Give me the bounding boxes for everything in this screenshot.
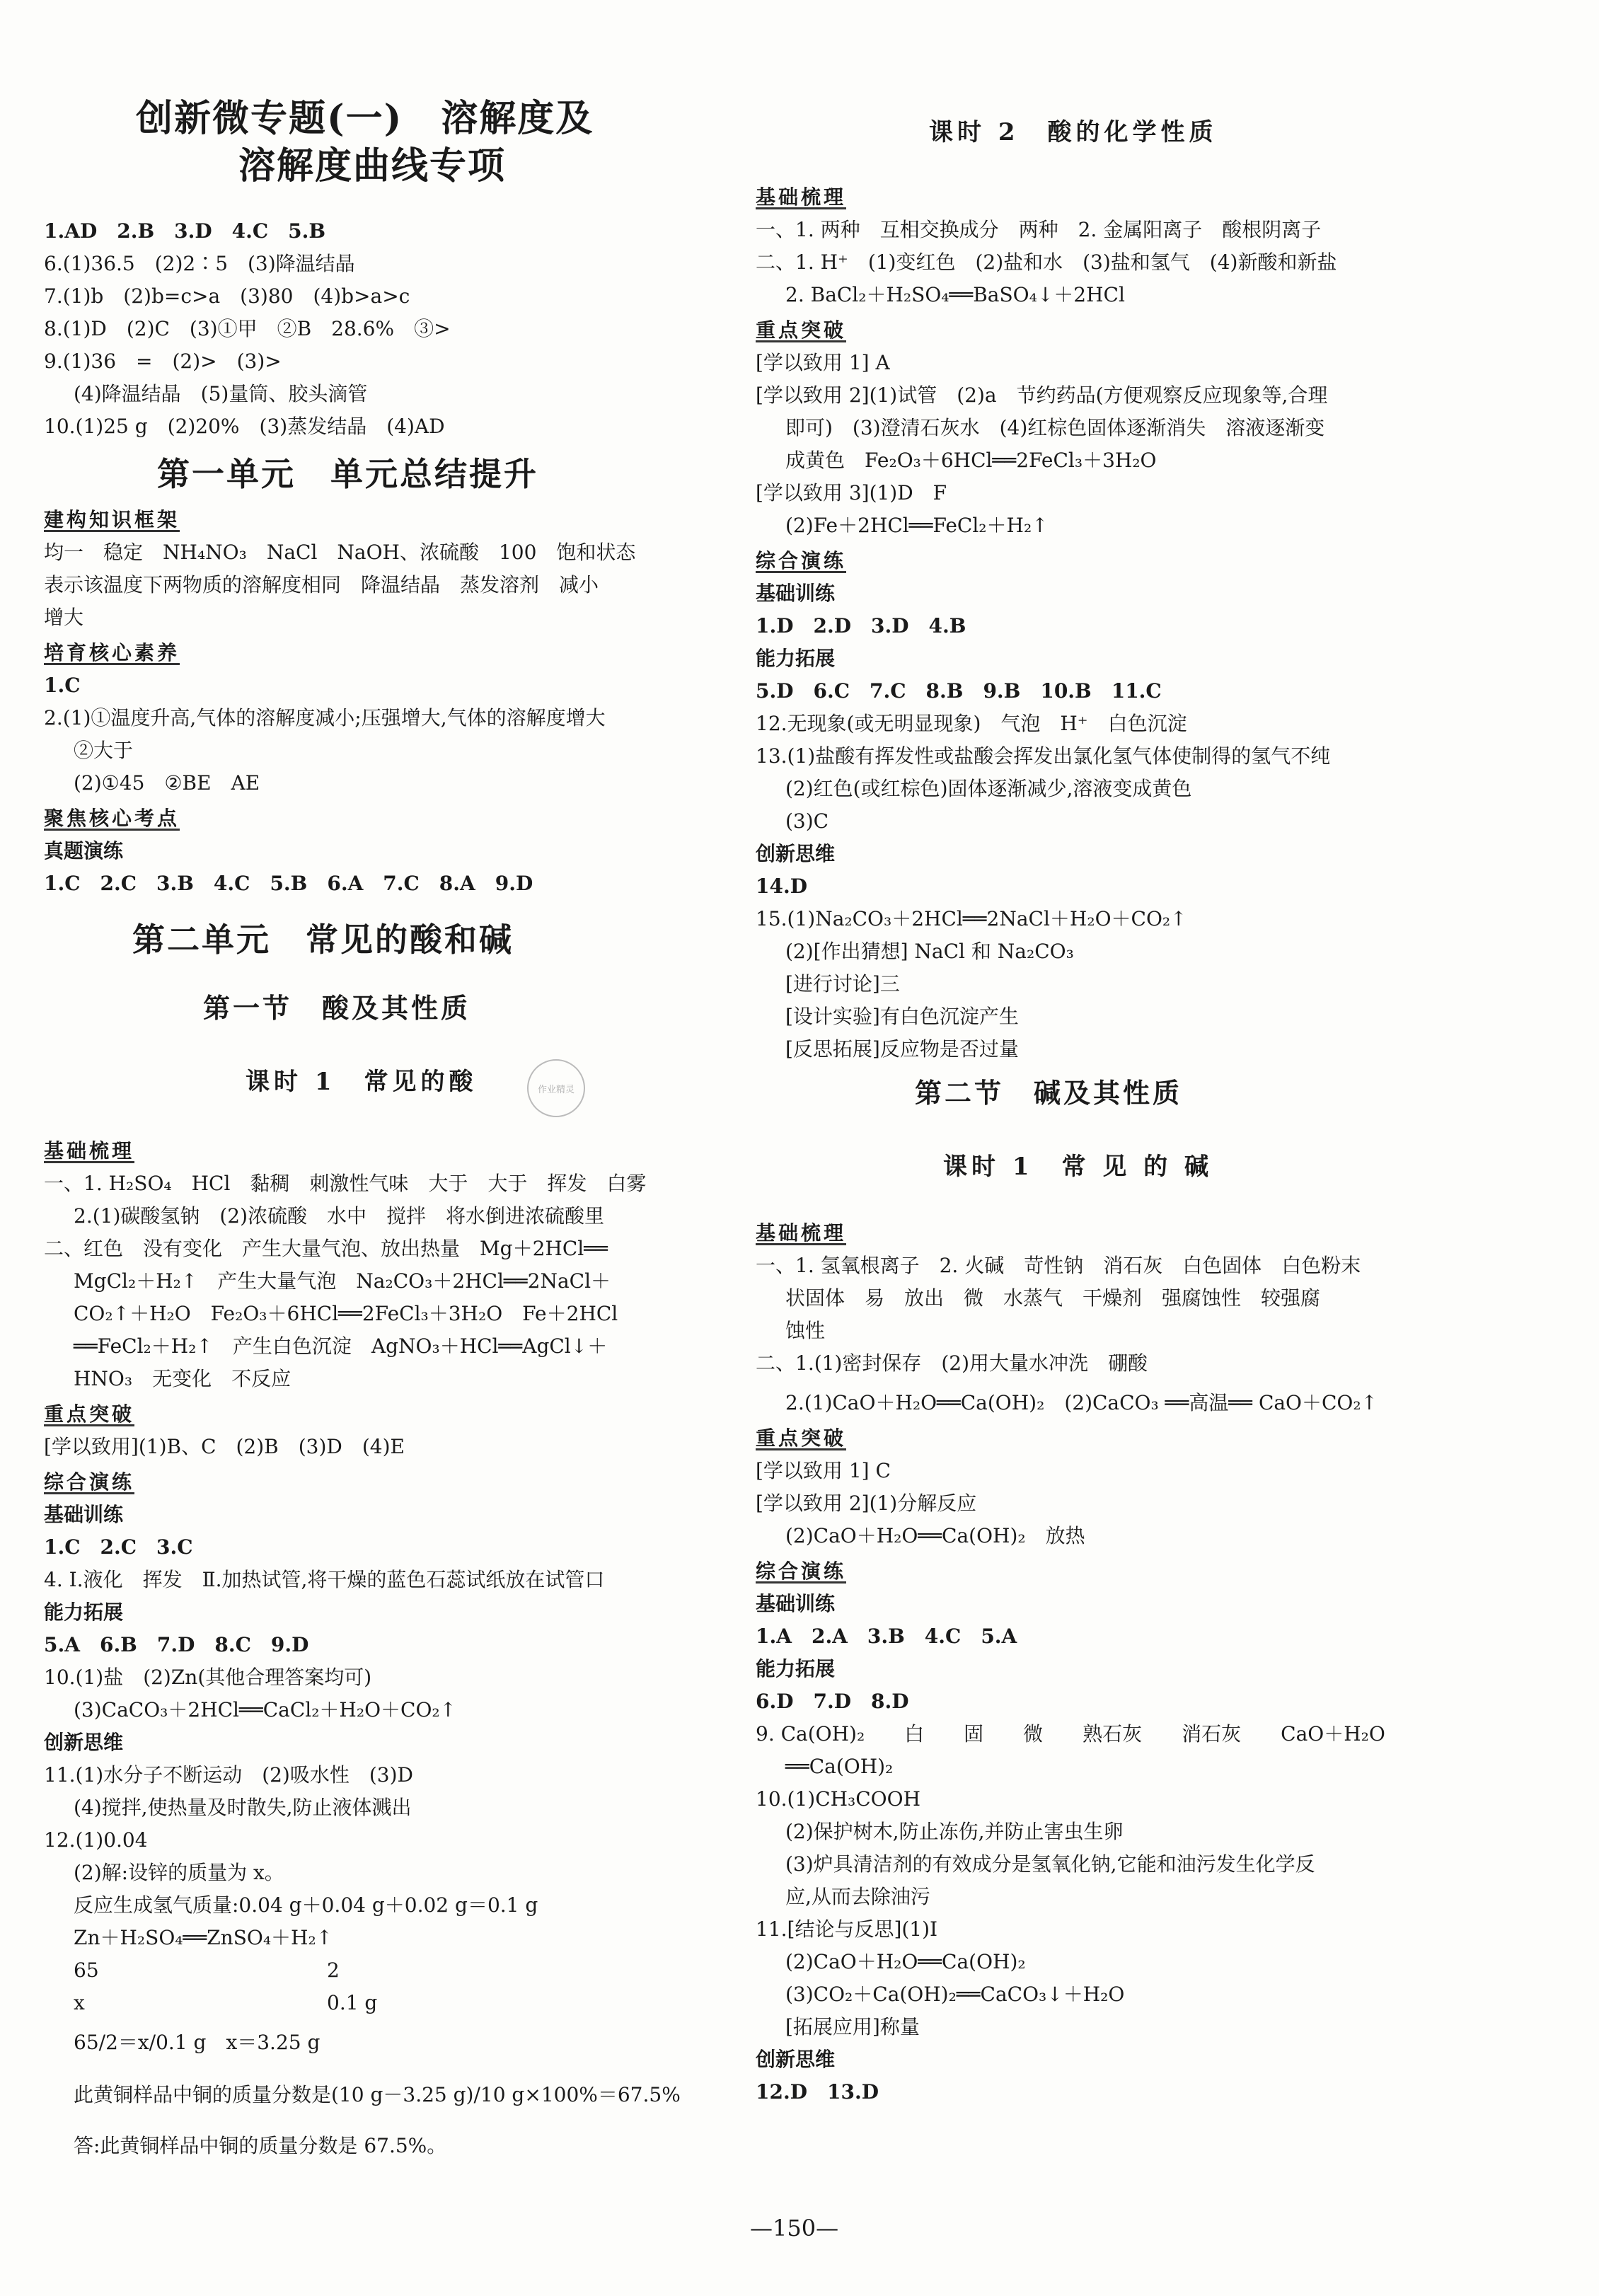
- answer-line: 10.(1)25 g (2)20% (3)蒸发结晶 (4)AD: [44, 415, 445, 438]
- answer-line: 成黄色 Fe₂O₃＋6HCl══2FeCl₃＋3H₂O: [785, 449, 1157, 472]
- answer-line: 表示该温度下两物质的溶解度相同 降温结晶 蒸发溶剂 减小: [44, 573, 599, 596]
- answer-line: (2)CaO＋H₂O══Ca(OH)₂ 放热: [785, 1524, 1085, 1547]
- answer-line: 2.(1)CaO＋H₂O══Ca(OH)₂ (2)CaCO₃ ══高温══ CaO＋CO₂↑: [785, 1391, 1378, 1414]
- answer-line: 2.(1)①温度升高,气体的溶解度减小;压强增大,气体的溶解度增大: [44, 706, 606, 729]
- answer-line: 12.D 13.D: [756, 2080, 879, 2104]
- answer-line: 8.(1)D (2)C (3)①甲 ②B 28.6% ③>: [44, 317, 451, 340]
- answer-line: ②大于: [74, 739, 134, 762]
- section-label: 基础梳理: [756, 1221, 847, 1245]
- answer-line: ══FeCl₂＋H₂↑ 产生白色沉淀 AgNO₃＋HCl══AgCl↓＋: [74, 1334, 608, 1358]
- answer-line: 7.(1)b (2)b=c>a (3)80 (4)b>a>c: [44, 284, 410, 308]
- answer-line: 一、1. 两种 互相交换成分 两种 2. 金属阳离子 酸根阴离子: [756, 218, 1322, 241]
- section-label: 综合演练: [756, 549, 847, 572]
- heading-section-2: 第二节 碱及其性质: [915, 1077, 1183, 1109]
- answer-line: 1.C: [44, 674, 81, 697]
- heading-lesson-1: 课时 1 常见的酸: [246, 1068, 478, 1096]
- answer-line: 10.(1)盐 (2)Zn(其他合理答案均可): [44, 1666, 372, 1689]
- calc-value: 65: [74, 1958, 99, 1982]
- answer-line: 二、1. H⁺ (1)变红色 (2)盐和水 (3)盐和氢气 (4)新酸和新盐: [756, 250, 1337, 274]
- answer-line: (2)解:设锌的质量为 x。: [74, 1861, 284, 1884]
- answer-line: (4)降温结晶 (5)量筒、胶头滴管: [74, 382, 368, 405]
- answer-line: [学以致用 1] A: [756, 351, 890, 374]
- answer-line: 14.D: [756, 875, 807, 898]
- answer-line: 12.(1)0.04: [44, 1828, 148, 1852]
- answer-line: [拓展应用]称量: [785, 2015, 920, 2038]
- answer-line: 蚀性: [785, 1319, 826, 1342]
- answer-line: 15.(1)Na₂CO₃＋2HCl══2NaCl＋H₂O＋CO₂↑: [756, 907, 1187, 930]
- answer-line: (3)CO₂＋Ca(OH)₂══CaCO₃↓＋H₂O: [785, 1983, 1125, 2006]
- answer-line: [学以致用](1)B、C (2)B (3)D (4)E: [44, 1435, 405, 1458]
- section-label: 综合演练: [756, 1559, 847, 1583]
- answer-line: (2)[作出猜想] NaCl 和 Na₂CO₃: [785, 940, 1074, 963]
- heading-unit-2: 第二单元 常见的酸和碱: [132, 921, 514, 959]
- proportion-equation: 65/2＝x/0.1 g x＝3.25 g: [74, 2031, 321, 2054]
- answer-line: (3)CaCO₃＋2HCl══CaCl₂＋H₂O＋CO₂↑: [74, 1698, 457, 1721]
- answer-line: 11.[结论与反思](1)Ⅰ: [756, 1917, 938, 1941]
- subsection-label: 能力拓展: [44, 1600, 124, 1624]
- answer-line: 1.C 2.C 3.C: [44, 1535, 193, 1559]
- section-label: 建构知识框架: [44, 508, 180, 531]
- answer-line: (2)Fe＋2HCl══FeCl₂＋H₂↑: [785, 514, 1049, 537]
- answer-line: MgCl₂＋H₂↑ 产生大量气泡 Na₂CO₃＋2HCl══2NaCl＋: [74, 1269, 611, 1293]
- heading-lesson-2: 课时 2 酸的化学性质: [929, 118, 1218, 146]
- answer-line: [学以致用 3](1)D F: [756, 481, 947, 504]
- answer-line: [学以致用 2](1)分解反应: [756, 1492, 977, 1515]
- answer-line: 答:此黄铜样品中铜的质量分数是 67.5%。: [74, 2134, 447, 2157]
- section-label: 培育核心素养: [44, 641, 180, 664]
- answer-line: 应,从而去除油污: [785, 1885, 930, 1908]
- answer-line: 二、红色 没有变化 产生大量气泡、放出热量 Mg＋2HCl══: [44, 1237, 608, 1260]
- subsection-label: 能力拓展: [756, 647, 836, 670]
- heading-lesson-1-base: 课时 1 常 见 的 碱: [943, 1153, 1213, 1181]
- heading-unit-summary: 第一单元 单元总结提升: [157, 455, 538, 493]
- answer-line: 10.(1)CH₃COOH: [756, 1787, 921, 1811]
- subsection-label: 创新思维: [756, 2048, 836, 2071]
- answer-line: 一、1. H₂SO₄ HCl 黏稠 刺激性气味 大于 大于 挥发 白雾: [44, 1172, 647, 1195]
- answer-line: (2)①45 ②BE AE: [74, 771, 260, 795]
- section-label: 重点突破: [756, 1426, 847, 1450]
- subsection-label: 能力拓展: [756, 1657, 836, 1680]
- answer-line: 5.D 6.C 7.C 8.B 9.B 10.B 11.C: [756, 679, 1162, 703]
- watermark-stamp: 作业精灵: [527, 1059, 585, 1117]
- answer-line: ══Ca(OH)₂: [785, 1755, 894, 1778]
- subsection-label: 基础训练: [756, 1592, 836, 1615]
- answer-line: 此黄铜样品中铜的质量分数是(10 g－3.25 g)/10 g×100%＝67.5%: [74, 2083, 681, 2106]
- answer-line: 4. Ⅰ.液化 挥发 Ⅱ.加热试管,将干燥的蓝色石蕊试纸放在试管口: [44, 1568, 605, 1591]
- answer-line: [学以致用 2](1)试管 (2)a 节约药品(方便观察反应现象等,合理: [756, 383, 1328, 407]
- answer-line: [反思拓展]反应物是否过量: [785, 1037, 1019, 1061]
- answer-line: [学以致用 1] C: [756, 1459, 891, 1482]
- section-label: 基础梳理: [44, 1139, 135, 1163]
- answer-line: 1.C 2.C 3.B 4.C 5.B 6.A 7.C 8.A 9.D: [44, 872, 533, 895]
- answer-line: CO₂↑＋H₂O Fe₂O₃＋6HCl══2FeCl₃＋3H₂O Fe＋2HCl: [74, 1302, 618, 1325]
- answer-line: 即可) (3)澄清石灰水 (4)红棕色固体逐渐消失 溶液逐渐变: [785, 416, 1325, 439]
- page-number: —150—: [750, 2215, 839, 2242]
- answer-line: 6.(1)36.5 (2)2∶5 (3)降温结晶: [44, 252, 355, 275]
- answer-line: 二、1.(1)密封保存 (2)用大量水冲洗 硼酸: [756, 1351, 1148, 1375]
- answer-line: 均一 稳定 NH₄NO₃ NaCl NaOH、浓硫酸 100 饱和状态: [44, 541, 636, 564]
- section-label: 重点突破: [756, 318, 847, 342]
- answer-line: 2. BaCl₂＋H₂SO₄══BaSO₄↓＋2HCl: [785, 283, 1125, 306]
- answer-line: 9.(1)36 = (2)> (3)>: [44, 350, 282, 373]
- section-label: 综合演练: [44, 1470, 135, 1494]
- answer-line: (3)炉具清洁剂的有效成分是氢氧化钠,它能和油污发生化学反: [785, 1852, 1315, 1876]
- heading-special-topic: 创新微专题(一) 溶解度及: [136, 97, 594, 140]
- section-label: 基础梳理: [756, 185, 847, 209]
- answer-line: 状固体 易 放出 微 水蒸气 干燥剂 强腐蚀性 较强腐: [785, 1286, 1321, 1310]
- answer-line: (3)C: [785, 809, 829, 833]
- answer-line: 13.(1)盐酸有挥发性或盐酸会挥发出氯化氢气体使制得的氢气不纯: [756, 744, 1331, 768]
- answer-line: 9. Ca(OH)₂ 白 固 微 熟石灰 消石灰 CaO＋H₂O: [756, 1722, 1385, 1746]
- subsection-label: 真题演练: [44, 839, 124, 863]
- heading-section-1: 第一节 酸及其性质: [203, 992, 471, 1024]
- calc-value: 2: [327, 1958, 340, 1982]
- answer-line: 1.A 2.A 3.B 4.C 5.A: [756, 1625, 1017, 1648]
- answer-line: 5.A 6.B 7.D 8.C 9.D: [44, 1633, 309, 1656]
- subsection-label: 创新思维: [756, 842, 836, 865]
- answer-line: Zn＋H₂SO₄══ZnSO₄＋H₂↑: [74, 1926, 333, 1949]
- subsection-label: 基础训练: [756, 582, 836, 605]
- answer-line: HNO₃ 无变化 不反应: [74, 1367, 291, 1390]
- subsection-label: 基础训练: [44, 1503, 124, 1526]
- answer-line: 1.AD 2.B 3.D 4.C 5.B: [44, 219, 326, 243]
- section-label: 重点突破: [44, 1402, 135, 1426]
- answer-line: 1.D 2.D 3.D 4.B: [756, 614, 966, 638]
- answer-line: 反应生成氢气质量:0.04 g＋0.04 g＋0.02 g＝0.1 g: [74, 1893, 538, 1917]
- answer-line: (4)搅拌,使热量及时散失,防止液体溅出: [74, 1796, 412, 1819]
- answer-line: 12.无现象(或无明显现象) 气泡 H⁺ 白色沉淀: [756, 712, 1187, 735]
- answer-line: (2)保护树木,防止冻伤,并防止害虫生卵: [785, 1820, 1124, 1843]
- calc-value: 0.1 g: [327, 1991, 378, 2014]
- section-label: 聚焦核心考点: [44, 807, 180, 830]
- answer-line: 2.(1)碳酸氢钠 (2)浓硫酸 水中 搅拌 将水倒进浓硫酸里: [74, 1204, 605, 1228]
- answer-line: 6.D 7.D 8.D: [756, 1690, 909, 1713]
- answer-line: [设计实验]有白色沉淀产生: [785, 1005, 1019, 1028]
- answer-line: 增大: [44, 606, 84, 629]
- answer-line: 11.(1)水分子不断运动 (2)吸水性 (3)D: [44, 1763, 413, 1787]
- answer-line: [进行讨论]三: [785, 972, 900, 996]
- answer-line: (2)红色(或红棕色)固体逐渐减少,溶液变成黄色: [785, 777, 1192, 800]
- answer-line: (2)CaO＋H₂O══Ca(OH)₂: [785, 1950, 1026, 1973]
- heading-special-topic-2: 溶解度曲线专项: [238, 144, 507, 188]
- subsection-label: 创新思维: [44, 1731, 124, 1754]
- calc-value: x: [74, 1991, 85, 2014]
- answer-line: 一、1. 氢氧根离子 2. 火碱 苛性钠 消石灰 白色固体 白色粉末: [756, 1254, 1361, 1277]
